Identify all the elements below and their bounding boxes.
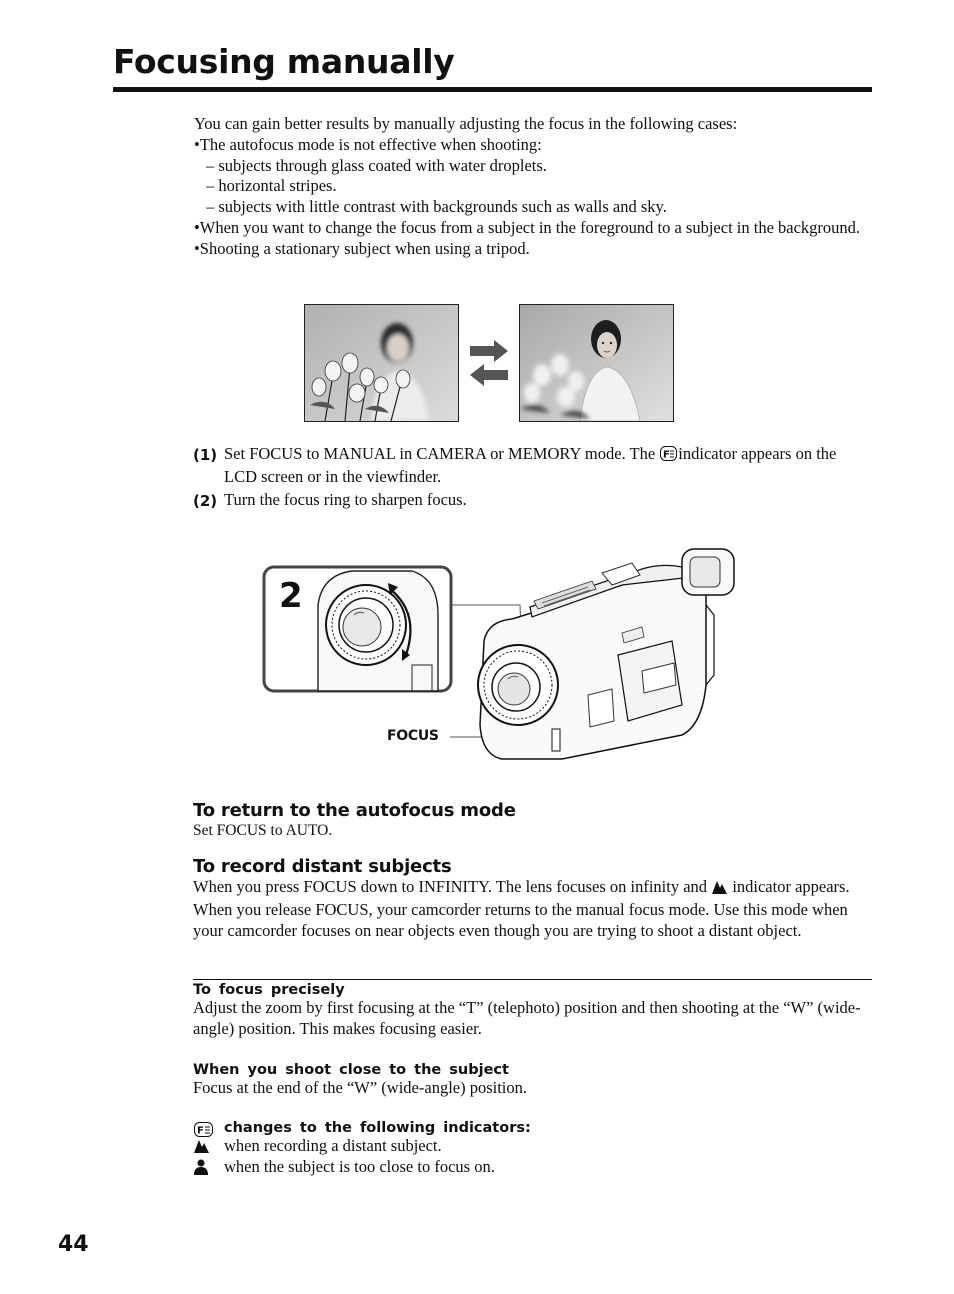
step-1-text-a: Set FOCUS to MANUAL in CAMERA or MEMORY mode. The (224, 444, 656, 463)
focus-precisely-text: Adjust the zoom by first focusing at the “T” (telephoto) position and then shooting at the “W” (wide-angle) position. This makes focusing easier. (193, 998, 861, 1038)
section-divider (193, 979, 872, 980)
distant-text-a: When you press FOCUS down to INFINITY. The lens focuses on infinity and (193, 877, 708, 896)
photo-foreground-focus (304, 304, 459, 422)
return-autofocus-text: Set FOCUS to AUTO. (193, 822, 333, 839)
swap-arrows-icon (470, 340, 508, 391)
focus-switch-label: FOCUS (387, 728, 439, 744)
focus-precisely-heading: To focus precisely (193, 982, 345, 998)
page-title: Focusing manually (113, 44, 872, 92)
intro-dash-stripes: – horizontal stripes. (206, 176, 337, 196)
mountain-icon (712, 879, 727, 900)
photo-background-focus (519, 304, 674, 422)
indicator-item-distant (193, 1136, 873, 1157)
step-2 (193, 490, 873, 511)
intro-dash-contrast: – subjects with little contrast with backgrounds such as walls and sky. (206, 197, 667, 217)
indicator-changes-heading-row (193, 1120, 873, 1136)
indicator-changes-heading: changes to the following indicators: (224, 1120, 531, 1136)
indicator-item-close (193, 1157, 873, 1178)
distant-subjects-heading: To record distant subjects (193, 856, 452, 877)
step-badge (279, 576, 303, 616)
camcorder-illustration (262, 545, 742, 775)
focus-comparison-photos (304, 304, 674, 422)
svg-text:F: F (663, 449, 671, 461)
intro-block (194, 114, 874, 260)
intro-bullet-foreground: •When you want to change the focus from a subject in the foreground to a subject in the background. (194, 217, 861, 237)
intro-bullet-tripod: •Shooting a stationary subject when using a tripod. (194, 238, 530, 258)
distant-subjects-text (193, 877, 873, 941)
mountain-icon (194, 1138, 209, 1159)
manual-focus-icon (660, 446, 677, 467)
intro-dash-glass: – subjects through glass coated with water droplets. (206, 155, 547, 175)
step-1-text-b: indicator appears on the LCD screen or in the viewfinder. (224, 444, 837, 486)
step-badge-number: 2 (279, 576, 303, 616)
distant-text-b: indicator appears. When you release FOCUS, your camcorder returns to the manual focus mode. Use this mode when your camcorder focuses on near objects even though you are trying to shoot a distant object. (193, 877, 850, 940)
shoot-close-section (193, 1062, 873, 1099)
indicator-item-distant-text: when recording a distant subject. (224, 1136, 442, 1155)
focus-precisely-section (193, 982, 873, 1040)
step-1 (193, 444, 873, 488)
return-autofocus-heading: To return to the autofocus mode (193, 800, 516, 821)
person-icon (194, 1159, 208, 1181)
distant-subjects-section (193, 856, 873, 941)
step-1-number: (1) (193, 446, 218, 464)
indicator-changes-section (193, 1120, 873, 1178)
shoot-close-heading: When you shoot close to the subject (193, 1062, 509, 1078)
return-autofocus-section (193, 800, 873, 842)
shoot-close-text: Focus at the end of the “W” (wide-angle) position. (193, 1078, 528, 1097)
intro-lead: You can gain better results by manually adjusting the focus in the following cases: (194, 114, 738, 133)
steps-list (193, 444, 873, 510)
step-2-number: (2) (193, 491, 218, 510)
page-number: 44 (58, 1232, 89, 1257)
intro-bullet-autofocus: •The autofocus mode is not effective when shooting: (194, 134, 542, 154)
indicator-item-close-text: when the subject is too close to focus on. (224, 1156, 495, 1176)
step-2-text: Turn the focus ring to sharpen focus. (224, 489, 467, 509)
svg-text:F: F (197, 1125, 204, 1137)
